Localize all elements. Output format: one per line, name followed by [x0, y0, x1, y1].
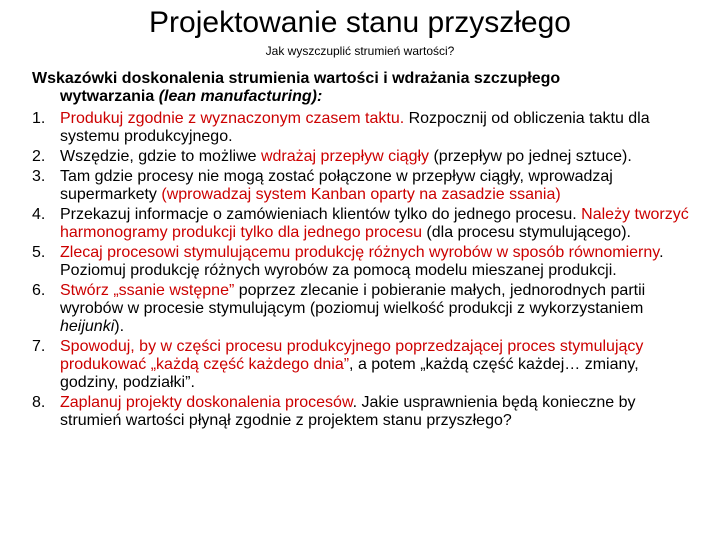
list-item-italic: heijunki [60, 318, 115, 335]
list-item-number: 3. [32, 168, 46, 185]
list-item-text: , a potem „każdą część każdej… zmiany, godziny, podziałki”. [60, 356, 639, 391]
list-item-text: (dla procesu stymulującego). [421, 224, 631, 241]
list-item [32, 338, 696, 392]
list-item-highlight: Stwórz „ssanie wstępne” [60, 282, 235, 299]
list-item-number: 8. [32, 394, 46, 411]
list-item-number: 6. [32, 282, 46, 299]
list-item-text: Przekazuj informacje o zamówieniach klientów tylko do jednego procesu. [60, 206, 582, 223]
list-item-highlight: Produkuj zgodnie z wyznaczonym czasem taktu. [60, 110, 405, 127]
list-item [32, 282, 696, 336]
list-item-number: 7. [32, 338, 46, 355]
list-item-text: ). [114, 318, 125, 335]
list-item-highlight: Zaplanuj projekty doskonalenia procesów [60, 394, 353, 411]
list-item-text: Rozpocznij od obliczenia taktu dla systemu produkcyjnego. [60, 110, 650, 145]
list-item-number: 1. [32, 110, 46, 127]
page-subtitle: Jak wyszczuplić strumień wartości? [265, 44, 455, 58]
page-title: Projektowanie stanu przyszłego [149, 6, 571, 39]
list-item-highlight: wdrażaj przepływ ciągły [260, 148, 430, 165]
list-item-text: Tam gdzie procesy nie mogą zostać połączone w przepływ ciągły, wprowadzaj supermarkety [60, 168, 613, 203]
list-item-text: (przepływ po jednej sztuce). [429, 148, 632, 165]
list-item [32, 394, 696, 430]
list-item-text: . Jakie usprawnienia będą konieczne by strumień wartości płynął zgodnie z projektem stanu przyszłego? [60, 394, 636, 429]
list-item-number: 5. [32, 244, 46, 261]
lead-line-2-text: wytwarzania [60, 88, 159, 105]
list-item-number: 2. [32, 148, 46, 165]
list-item [32, 110, 696, 146]
lead-heading [32, 70, 692, 106]
guideline-list [32, 110, 696, 432]
list-item [32, 148, 696, 166]
list-item-number: 4. [32, 206, 46, 223]
list-item-highlight: (wprowadzaj system Kanban oparty na zasadzie ssania) [161, 186, 561, 203]
lead-line-2-italic: (lean manufacturing): [158, 88, 323, 105]
lead-line-1: Wskazówki doskonalenia strumienia wartości i wdrażania szczupłego [32, 70, 561, 87]
list-item [32, 168, 696, 204]
list-item-highlight: Należy tworzyć harmonogramy produkcji tylko dla jednego procesu [60, 206, 689, 241]
list-item-text: . Poziomuj produkcję różnych wyrobów za pomocą modelu mieszanej produkcji. [60, 244, 664, 279]
list-item-text: poprzez zlecanie i pobieranie małych, jednorodnych partii wyrobów w procesie stymulującym (poziomuj wielkość produkcji z wykorzystaniem [60, 282, 646, 317]
list-item-text: Wszędzie, gdzie to możliwe [60, 148, 261, 165]
lead-line-2 [32, 88, 692, 106]
list-item [32, 244, 696, 280]
list-item-highlight: Zlecaj procesowi stymulującemu produkcję różnych wyrobów w sposób równomierny [60, 244, 660, 261]
list-item [32, 206, 696, 242]
list-item-highlight: Spowoduj, by w części procesu produkcyjnego poprzedzającej proces stymulujący produkować „każdą część każdego dnia” [60, 338, 644, 373]
